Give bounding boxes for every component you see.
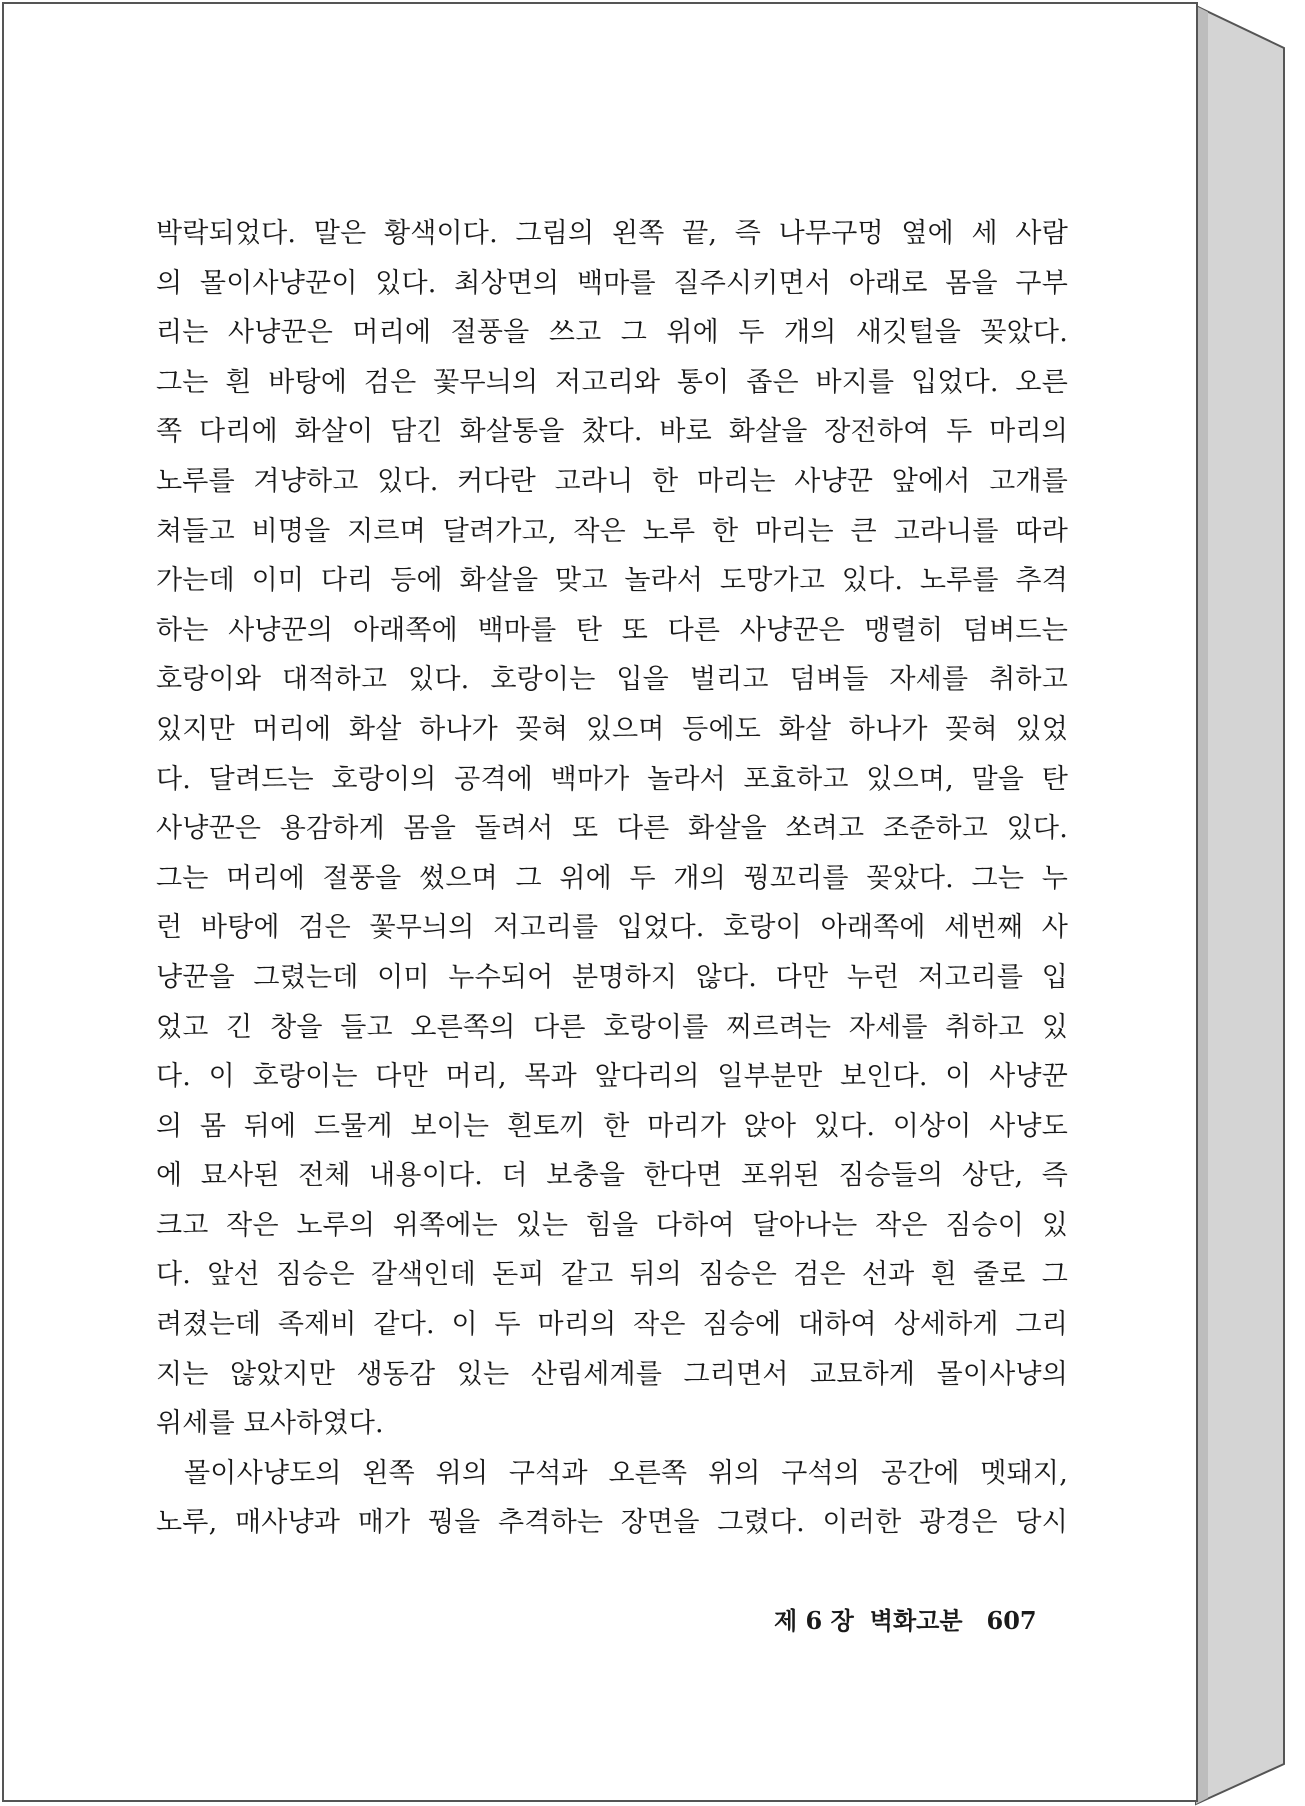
footer-section-title: 벽화고분 bbox=[869, 1606, 963, 1635]
text-line: 그는 머리에 절풍을 썼으며 그 위에 두 개의 꿩꼬리를 꽂았다. 그는 누 bbox=[156, 862, 1068, 894]
text-line: 노루, 매사냥과 매가 꿩을 추격하는 장면을 그렸다. 이러한 광경은 당시 bbox=[156, 1507, 1068, 1539]
text-line: 호랑이와 대적하고 있다. 호랑이는 입을 벌리고 덤벼들 자세를 취하고 bbox=[156, 664, 1068, 696]
text-line: 려졌는데 족제비 같다. 이 두 마리의 작은 짐승에 대하여 상세하게 그리 bbox=[156, 1309, 1068, 1341]
book-page bbox=[2, 2, 1198, 1802]
text-line: 크고 작은 노루의 위쪽에는 있는 힘을 다하여 달아나는 작은 짐승이 있 bbox=[156, 1209, 1068, 1241]
text-line: 지는 않았지만 생동감 있는 산림세계를 그리면서 교묘하게 몰이사냥의 bbox=[156, 1358, 1068, 1390]
page-body-text bbox=[156, 209, 1068, 1548]
text-line: 의 몸 뒤에 드물게 보이는 흰토끼 한 마리가 앉아 있다. 이상이 사냥도 bbox=[156, 1110, 1068, 1142]
text-line: 몰이사냥도의 왼쪽 위의 구석과 오른쪽 위의 구석의 공간에 멧돼지, bbox=[184, 1457, 1068, 1489]
text-line: 다. 달려드는 호랑이의 공격에 백마가 놀라서 포효하고 있으며, 말을 탄 bbox=[156, 763, 1068, 795]
text-line: 었고 긴 창을 들고 오른쪽의 다른 호랑이를 찌르려는 자세를 취하고 있 bbox=[156, 1011, 1068, 1043]
text-line: 런 바탕에 검은 꽃무늬의 저고리를 입었다. 호랑이 아래쪽에 세번째 사 bbox=[156, 912, 1068, 944]
text-line: 다. 앞선 짐승은 갈색인데 돈피 같고 뒤의 짐승은 검은 선과 흰 줄로 그 bbox=[156, 1259, 1068, 1291]
text-line: 사냥꾼은 용감하게 몸을 돌려서 또 다른 화살을 쏘려고 조준하고 있다. bbox=[156, 813, 1068, 845]
page-number: 607 bbox=[986, 1606, 1037, 1635]
text-line: 쳐들고 비명을 지르며 달려가고, 작은 노루 한 마리는 큰 고라니를 따라 bbox=[156, 515, 1068, 547]
text-line: 에 묘사된 전체 내용이다. 더 보충을 한다면 포위된 짐승들의 상단, 즉 bbox=[156, 1160, 1068, 1192]
text-line: 노루를 겨냥하고 있다. 커다란 고라니 한 마리는 사냥꾼 앞에서 고개를 bbox=[156, 465, 1068, 497]
text-line: 박락되었다. 말은 황색이다. 그림의 왼쪽 끝, 즉 나무구멍 옆에 세 사람 bbox=[156, 218, 1068, 249]
text-line: 냥꾼을 그렸는데 이미 누수되어 분명하지 않다. 다만 누런 저고리를 입 bbox=[156, 961, 1068, 993]
text-line: 쪽 다리에 화살이 담긴 화살통을 찼다. 바로 화살을 장전하여 두 마리의 bbox=[156, 416, 1068, 448]
text-line: 하는 사냥꾼의 아래쪽에 백마를 탄 또 다른 사냥꾼은 맹렬히 덤벼드는 bbox=[156, 614, 1068, 646]
text-line: 의 몰이사냥꾼이 있다. 최상면의 백마를 질주시키면서 아래로 몸을 구부 bbox=[156, 267, 1068, 299]
footer-chapter: 제 6 장 bbox=[774, 1606, 854, 1635]
text-line: 가는데 이미 다리 등에 화살을 맞고 놀라서 도망가고 있다. 노루를 추격 bbox=[156, 565, 1068, 597]
text-line: 다. 이 호랑이는 다만 머리, 목과 앞다리의 일부분만 보인다. 이 사냥꾼 bbox=[156, 1061, 1068, 1093]
text-line: 있지만 머리에 화살 하나가 꽂혀 있으며 등에도 화살 하나가 꽂혀 있었 bbox=[156, 713, 1068, 745]
text-line: 리는 사냥꾼은 머리에 절풍을 쓰고 그 위에 두 개의 새깃털을 꽂았다. bbox=[156, 317, 1068, 349]
text-line: 위세를 묘사하였다. bbox=[156, 1408, 384, 1440]
text-line: 그는 흰 바탕에 검은 꽃무늬의 저고리와 통이 좁은 바지를 입었다. 오른 bbox=[156, 366, 1068, 398]
page-footer bbox=[774, 1601, 1064, 1641]
book-side-face bbox=[1196, 6, 1284, 1804]
